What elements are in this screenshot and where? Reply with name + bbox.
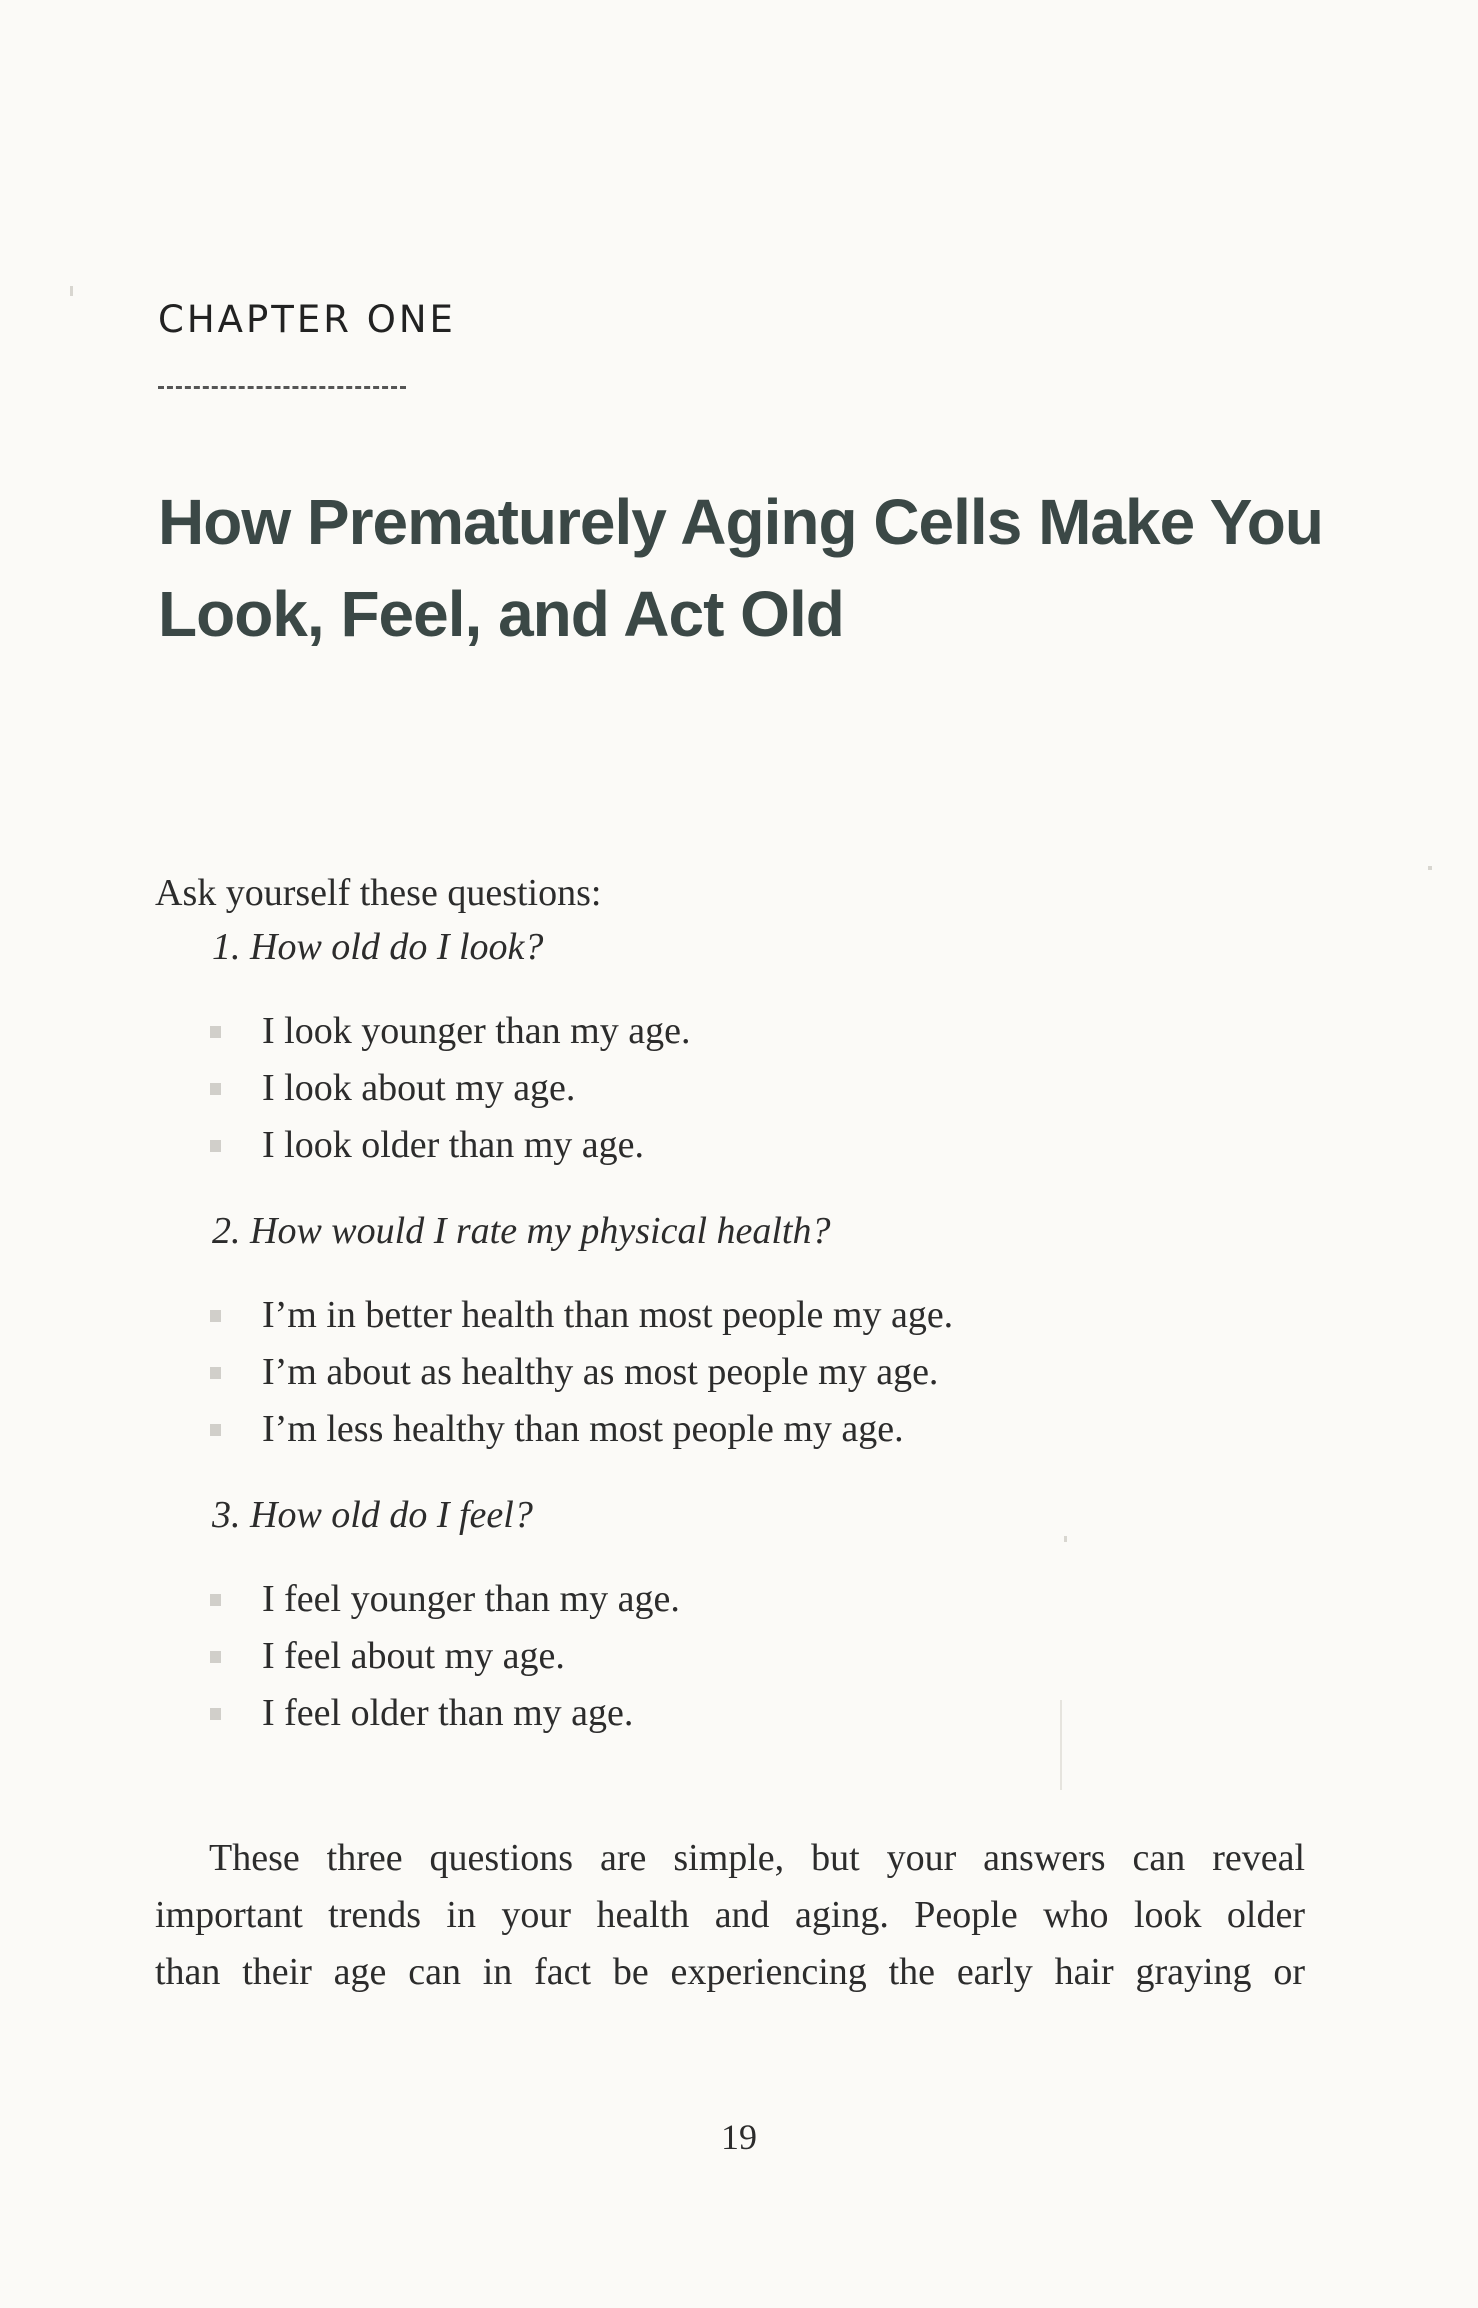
option-label: I feel older than my age.: [262, 1692, 634, 1734]
page-number: 19: [721, 2117, 757, 2157]
chapter-title-line: Look, Feel, and Act Old: [158, 578, 844, 650]
scan-speck: [1428, 866, 1432, 870]
option-label: I’m less healthy than most people my age.: [262, 1408, 904, 1450]
question-3: 3. How old do I feel?: [212, 1494, 533, 1536]
checkbox-icon[interactable]: [210, 1026, 221, 1038]
checkbox-icon[interactable]: [210, 1310, 221, 1322]
option-label: I look younger than my age.: [262, 1010, 691, 1052]
chapter-label: CHAPTER ONE: [158, 298, 456, 341]
option-label: I feel about my age.: [262, 1635, 565, 1677]
checkbox-icon[interactable]: [210, 1424, 221, 1436]
paragraph-line: These three questions are simple, but your answers can reveal: [209, 1837, 1305, 1879]
option-label: I look older than my age.: [262, 1124, 645, 1166]
scan-speck: [1060, 1700, 1062, 1790]
chapter-divider: [158, 386, 406, 389]
checkbox-icon[interactable]: [210, 1708, 221, 1720]
option-label: I look about my age.: [262, 1067, 576, 1109]
chapter-title-line: How Prematurely Aging Cells Make You: [158, 486, 1323, 558]
body-paragraph: [155, 1830, 1305, 2001]
question-2: 2. How would I rate my physical health?: [212, 1210, 831, 1252]
option-label: I feel younger than my age.: [262, 1578, 680, 1620]
paragraph-line: than their age can in fact be experiencing the early hair graying or: [155, 1951, 1305, 1993]
question-1: 1. How old do I look?: [212, 926, 544, 968]
checkbox-icon[interactable]: [210, 1140, 221, 1152]
checkbox-icon[interactable]: [210, 1594, 221, 1606]
checkbox-icon[interactable]: [210, 1083, 221, 1095]
scan-speck: [1064, 1536, 1067, 1542]
checkbox-icon[interactable]: [210, 1651, 221, 1663]
paragraph-line: important trends in your health and aging. People who look older: [155, 1894, 1305, 1936]
checkbox-icon[interactable]: [210, 1367, 221, 1379]
intro-text: Ask yourself these questions:: [155, 872, 602, 914]
scan-speck: [70, 286, 73, 296]
option-label: I’m about as healthy as most people my age.: [262, 1351, 939, 1393]
option-label: I’m in better health than most people my age.: [262, 1294, 954, 1336]
chapter-title: [158, 476, 1358, 660]
